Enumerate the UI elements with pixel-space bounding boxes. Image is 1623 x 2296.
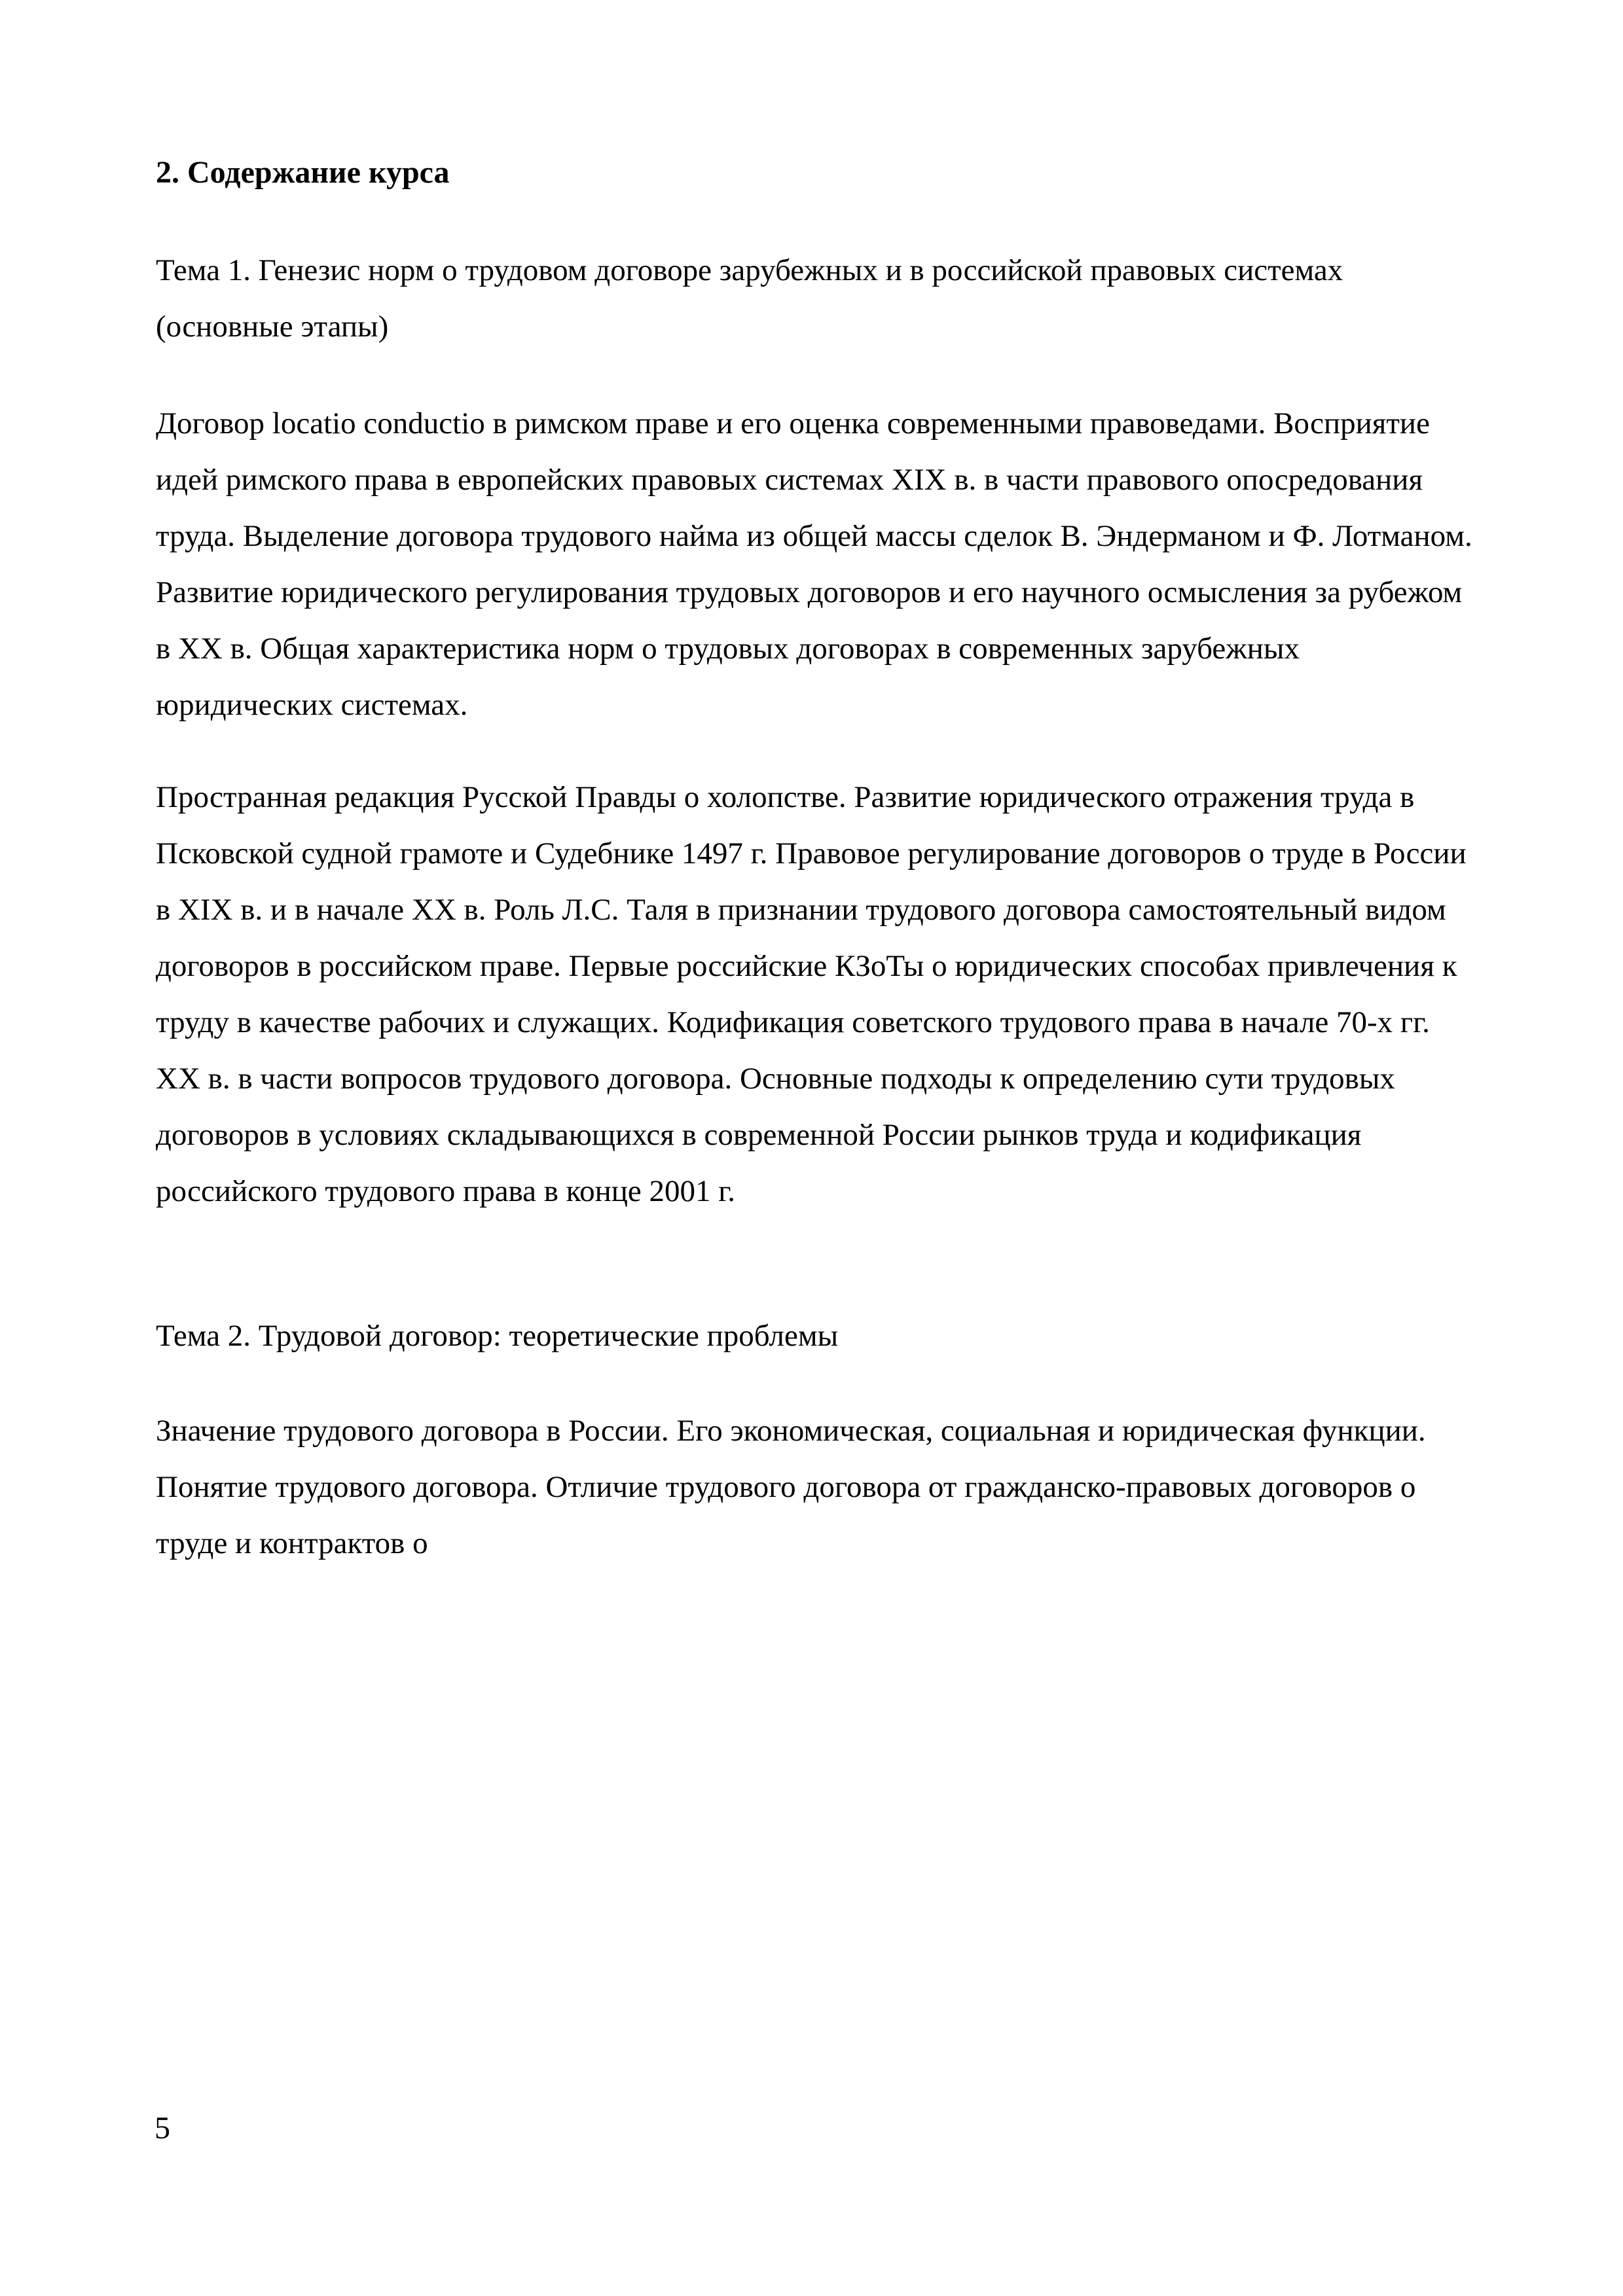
paragraph-1: Договор locatio conductio в римском праве и его оценка современными правоведами. Восприятие идей римского права в европейских правовых системах XIX в. в части правового опосредования труда. Выделение договора трудового найма из общей массы сделок В. Эндерманом и Ф. Лотманом. Развитие юридического регулирования трудовых договоров и его научного осмысления за рубежом в XX в. Общая характеристика норм о трудовых договорах в современных зарубежных юридических системах. [156,406,1472,722]
paragraph-2: Пространная редакция Русской Правды о холопстве. Развитие юридического отражения труда в Псковской судной грамоте и Судебнике 1497 г. Правовое регулирование договоров о труде в России в XIX в. и в начале XX в. Роль Л.С. Таля в признании трудового договора самостоятельный видом договоров в российском праве. Первые российские КЗоТы о юридических способах привлечения к труду в качестве рабочих и служащих. Кодификация советского трудового права в начале 70-х гг. XX в. в части вопросов трудового договора. Основные подходы к определению сути трудовых договоров в условиях складывающихся в современной России рынков труда и кодификация российского трудового права в конце 2001 г. [156,780,1467,1208]
topic-2-title: Тема 2. Трудовой договор: теоретические проблемы [156,1319,839,1353]
topic-1-title: Тема 1. Генезис норм о трудовом договоре зарубежных и в российской правовых системах (основные этапы) [156,253,1343,344]
paragraph-3: Значение трудового договора в России. Его экономическая, социальная и юридическая функции. Понятие трудового договора. Отличие трудового договора от гражданско-правовых договоров о труде и контрактов о [156,1414,1426,1560]
page-number: 5 [155,2111,170,2145]
section-heading: 2. Содержание курса [156,155,450,190]
